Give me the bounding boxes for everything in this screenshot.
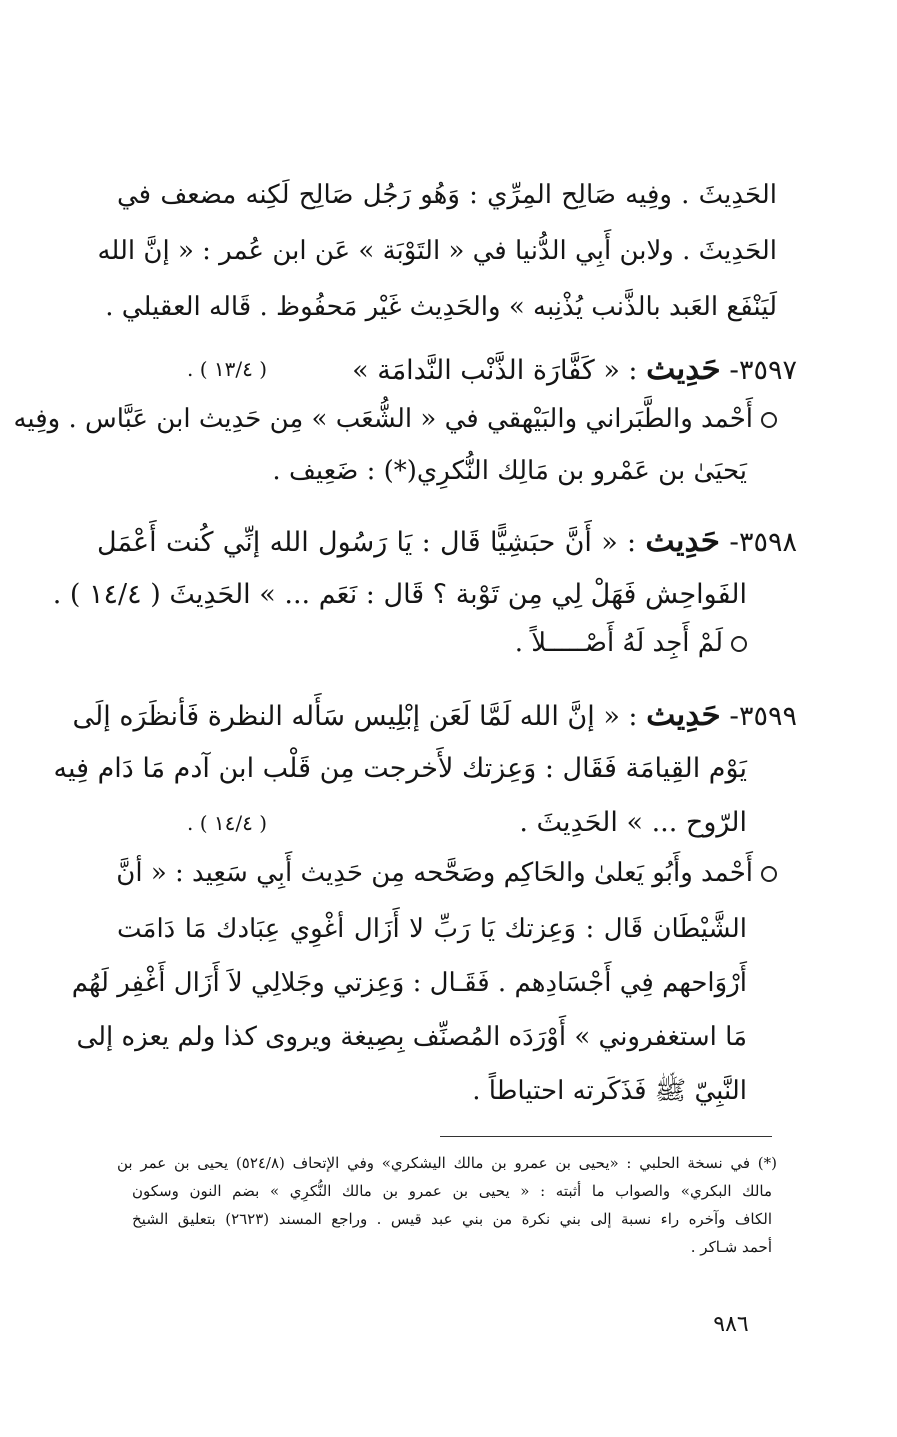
footnote-line: مالك البكري» والصواب ما أثبته : « يحيى بن عمرو بن مالك النُّكرِي » بضم النون وسكون [132,1182,772,1200]
commentary-line: مَا استغفروني » أَوْرَدَه المُصنِّف بِصِيغة ويروى كذا ولم يعزه إلى [76,1022,747,1052]
hadith-text-line: يَوْم القِيامَة فَقَال : وَعِزتك لأَخرجت مِن قَلْب ابن آدم مَا دَام فِيه [53,753,747,784]
commentary-line: النَّبِيّ ﷺ فَذَكَرته احتياطاً . [472,1076,747,1106]
hadith-number: ٣٥٩٩- [729,701,797,732]
hadith-text: : « أَنَّ حبَشِيًّا قَال : يَا رَسُول الله إنِّي كُنت أَعْمَل [97,527,637,558]
intro-line: الحَدِيثَ . وفِيه صَالِح المِرِّي : وَهُو رَجُل صَالِح لَكِنه مضعف في [117,180,777,210]
commentary-line: الشَّيْطَان قَال : وَعِزتك يَا رَبِّ لا أَزَال أغْوِي عِبَادك مَا دَامَت [117,914,747,944]
commentary-line [13,394,777,444]
hadith-text-line: الفَواحِش فَهَلْ لِي مِن تَوْبة ؟ قَال : نَعَم ... » الحَدِيثَ ( ١٤/٤ ) . [52,579,747,610]
source-citation: ( ١٤/٤ ) . [187,811,268,835]
circle-bullet-icon [761,412,777,428]
intro-line: لَيَنْفَع العَبد بالذَّنب يُذْنِبه » والحَدِيث غَيْر مَحفُوظ . قَاله العقيلي . [105,292,777,322]
commentary-text: أَحْمد وأَبُو يَعلىٰ والحَاكِم وصَحَّحه مِن حَدِيث أَبِي سَعِيد : « أنَّ [116,858,753,888]
circle-bullet-icon [761,866,777,882]
hadith-keyword: حَدِيث [646,697,721,733]
hadith-number: ٣٥٩٨- [729,527,797,558]
hadith-text: الرّوح ... » الحَدِيثَ . [519,807,747,838]
page-number: ٩٨٦ [713,1312,749,1337]
hadith-text: : « إنَّ الله لَمَّا لَعَن إبْلِيس سَأَله النظرة فَأنظَرَه إلَى [72,701,638,732]
hadith-text: : « كَفَّارَة الذَّنْب النَّدامَة » [352,355,638,386]
commentary-text: أَحْمد والطَّبَراني والبَيْهقي في « الشُّعَب » مِن حَدِيث ابن عَبَّاس . وفِيه [13,404,753,434]
hadith-keyword: حَدِيث [646,351,721,387]
hadith-heading-3597 [117,344,797,394]
circle-bullet-icon [731,636,747,652]
intro-line: الحَدِيثَ . ولابن أَبِي الدُّنيا في « التَوْبَة » عَن ابن عُمر : « إنَّ الله [97,236,777,266]
footnote-line: الكاف وآخره راء نسبة إلى بني نكرة من بني عبد قيس . وراجع المسند (٢٦٢٣) بتعليق الشيخ [132,1210,773,1228]
hadith-text-line [117,798,747,848]
commentary-line: يَحيَىٰ بن عَمْرو بن مَالِك النُّكرِي(*) : ضَعِيف . [272,456,747,486]
source-citation: ( ١٣/٤ ) . [187,357,268,381]
commentary-line [87,618,747,668]
hadith-heading-3599 [72,690,797,740]
hadith-keyword: حَدِيث [645,523,720,559]
commentary-text: لَمْ أَجِد لَهُ أَصْـــــلاً . [514,628,723,658]
commentary-line [117,848,777,898]
footnote-line: (*) في نسخة الحلبي : «يحيى بن عمرو بن مالك اليشكري» وفي الإتحاف (٥٢٤/٨) يحيى بن عمر بن [117,1154,777,1172]
hadith-number: ٣٥٩٧- [729,355,797,386]
commentary-line: أَرْوَاحهم فِي أَجْسَادِهم . فَقَـال : وَعِزتي وجَلالِي لاَ أَزَال أَغْفِر لَهُم [71,968,747,998]
footnote-divider [440,1136,772,1137]
footnote-line: أحمد شـاكر . [690,1238,772,1256]
hadith-heading-3598 [97,516,797,566]
